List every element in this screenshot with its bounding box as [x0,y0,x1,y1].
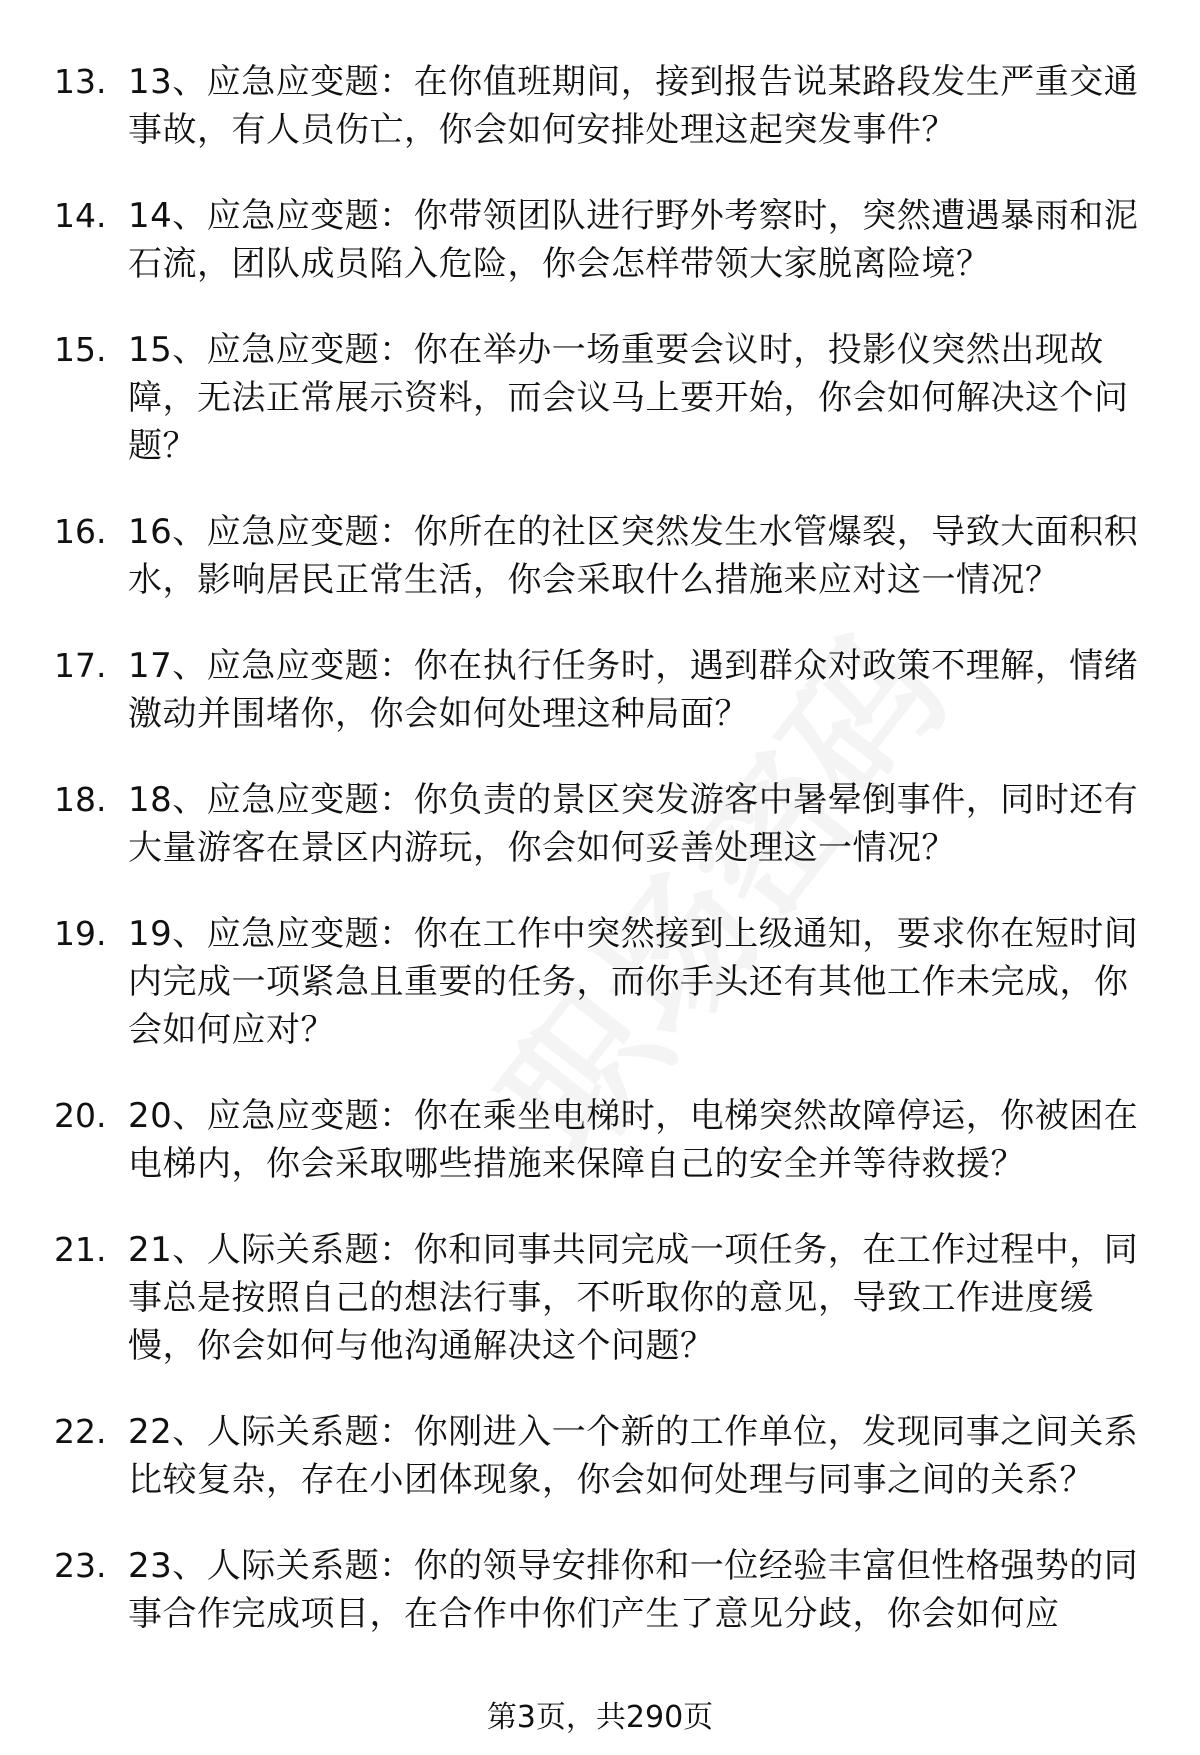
item-text: 17、应急应变题：你在执行任务时，遇到群众对政策不理解，情绪激动并围堵你，你会如何处理这种局面？ [128,646,1139,734]
item-text: 21、人际关系题：你和同事共同完成一项任务，在工作过程中，同事总是按照自己的想法行事，不听取你的意见，导致工作进度缓慢，你会如何与他沟通解决这个问题？ [128,1230,1139,1366]
item-text: 16、应急应变题：你所在的社区突然发生水管爆裂，导致大面积积水，影响居民正常生活，你会采取什么措施来应对这一情况？ [128,512,1139,600]
item-text: 15、应急应变题：你在举办一场重要会议时，投影仪突然出现故障，无法正常展示资料，而会议马上要开始，你会如何解决这个问题？ [128,330,1129,466]
list-item [54,642,1154,738]
question-list [54,58,1154,1676]
item-number: 14. [54,196,107,235]
item-text: 19、应急应变题：你在工作中突然接到上级通知，要求你在短时间内完成一项紧急且重要的任务，而你手头还有其他工作未完成，你会如何应对？ [128,914,1139,1050]
item-number: 16. [54,512,107,551]
item-text: 22、人际关系题：你刚进入一个新的工作单位，发现同事之间关系比较复杂，存在小团体现象，你会如何处理与同事之间的关系？ [128,1412,1139,1500]
item-number: 21. [54,1230,107,1269]
list-item [54,326,1154,470]
list-item [54,1092,1154,1188]
item-number: 22. [54,1412,107,1451]
item-text: 18、应急应变题：你负责的景区突发游客中暑晕倒事件，同时还有大量游客在景区内游玩，你会如何妥善处理这一情况？ [128,780,1139,868]
item-text: 23、人际关系题：你的领导安排你和一位经验丰富但性格强势的同事合作完成项目，在合作中你们产生了意见分歧，你会如何应 [128,1546,1139,1634]
page-number-footer: 第3页，共290页 [486,1700,714,1735]
list-item [54,58,1154,154]
item-number: 19. [54,914,107,953]
list-item [54,910,1154,1054]
item-number: 18. [54,780,107,819]
item-number: 17. [54,646,107,685]
list-item [54,1408,1154,1504]
list-item [54,1542,1154,1638]
list-item [54,776,1154,872]
item-number: 20. [54,1096,107,1135]
list-item [54,1226,1154,1370]
list-item [54,508,1154,604]
item-text: 13、应急应变题：在你值班期间，接到报告说某路段发生严重交通事故，有人员伤亡，你会如何安排处理这起突发事件？ [128,62,1139,150]
item-text: 14、应急应变题：你带领团队进行野外考察时，突然遭遇暴雨和泥石流，团队成员陷入危险，你会怎样带领大家脱离险境？ [128,196,1139,284]
item-number: 13. [54,62,107,101]
list-item [54,192,1154,288]
item-text: 20、应急应变题：你在乘坐电梯时，电梯突然故障停运，你被困在电梯内，你会采取哪些措施来保障自己的安全并等待救援？ [128,1096,1139,1184]
item-number: 15. [54,330,107,369]
item-number: 23. [54,1546,107,1585]
